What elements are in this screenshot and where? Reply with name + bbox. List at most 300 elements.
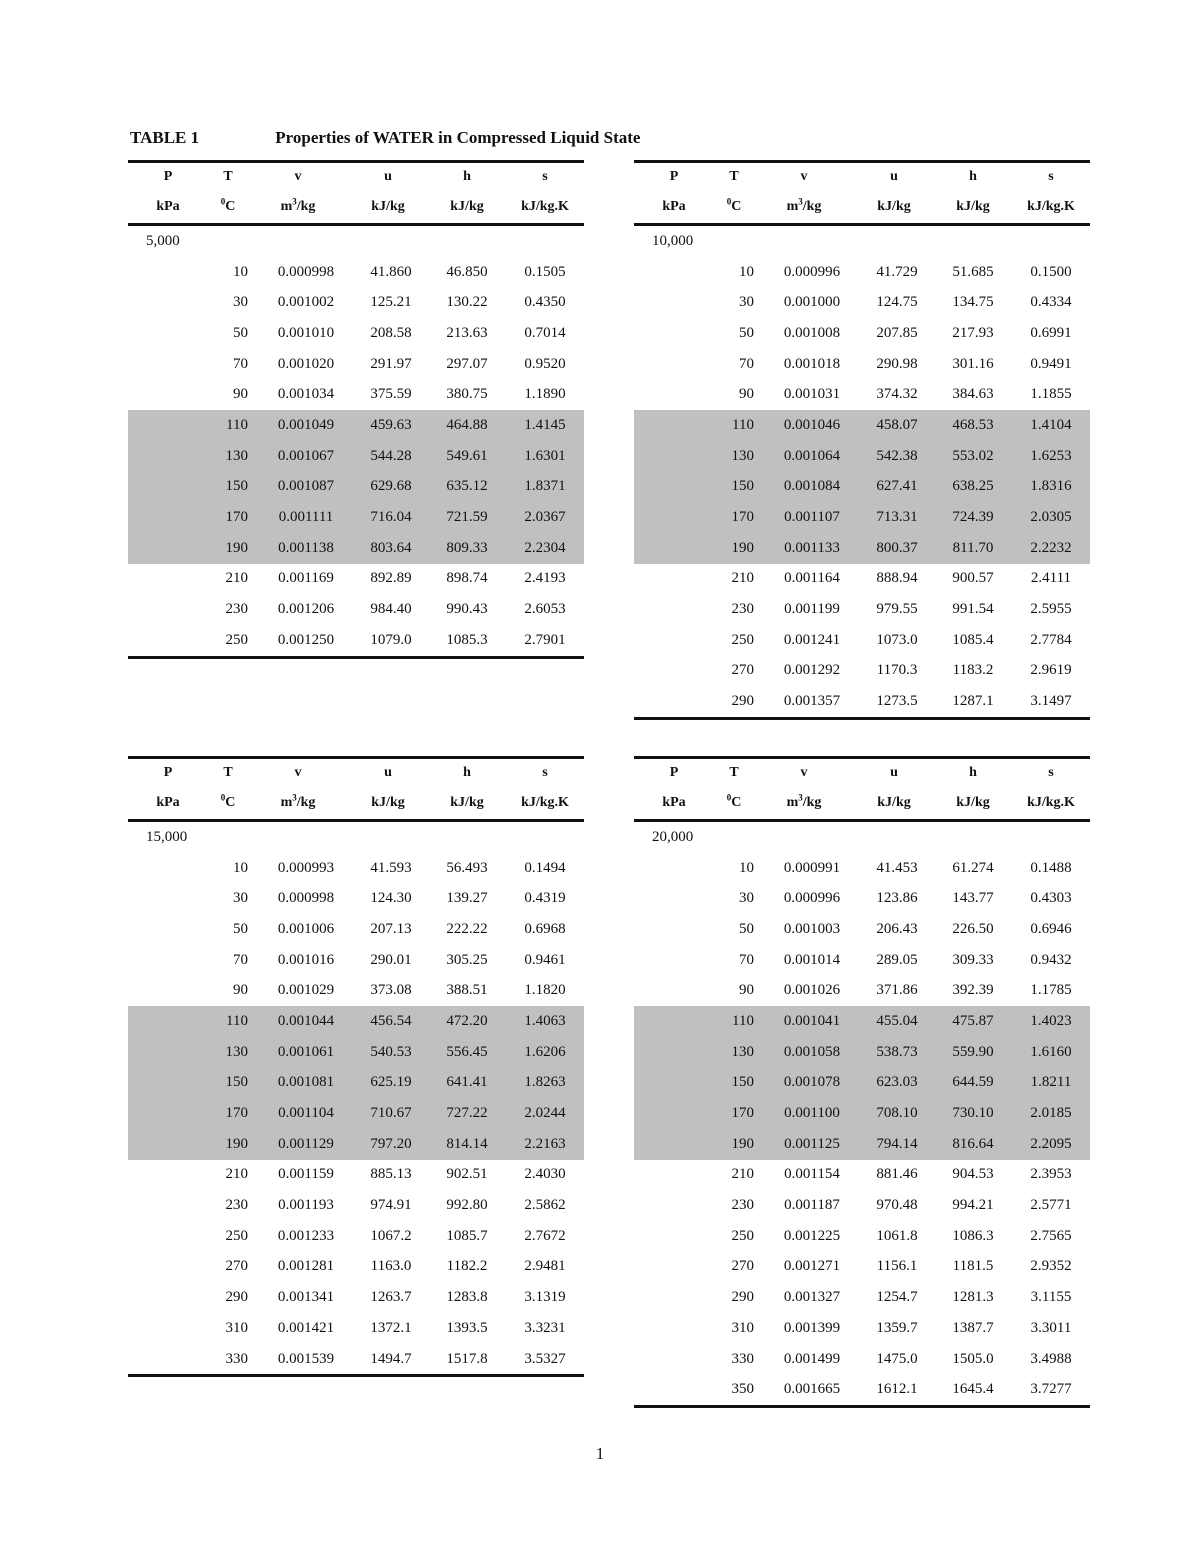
empty-cell: [128, 594, 208, 625]
internal-energy-cell: 123.86: [876, 890, 918, 907]
table-row: [634, 349, 1090, 380]
header-s-symbol: s: [506, 758, 584, 788]
entropy-cell: 2.9481: [524, 1258, 566, 1275]
specific-volume-cell: 0.001100: [754, 1098, 854, 1129]
temperature-cell: 110: [714, 410, 754, 441]
specific-volume-cell: 0.001049: [248, 410, 348, 441]
temperature-cell: 150: [714, 472, 754, 503]
enthalpy-cell: 1393.5: [446, 1319, 488, 1336]
temperature-cell: 210: [731, 570, 754, 587]
internal-energy-cell: 290.01: [370, 951, 412, 968]
enthalpy-cell: 724.39: [934, 502, 1012, 533]
table-row: [128, 318, 584, 349]
table-row: [128, 564, 584, 595]
entropy-cell: 2.2163: [506, 1129, 584, 1160]
internal-energy-cell: 41.860: [370, 263, 412, 280]
entropy-cell: 1.4104: [1012, 410, 1090, 441]
temperature-cell: 250: [225, 1227, 248, 1244]
entropy-cell: 0.9432: [1030, 951, 1072, 968]
empty-cell: [634, 502, 714, 533]
header-h-unit: kJ/kg: [934, 787, 1012, 821]
entropy-cell: 2.0305: [1012, 502, 1090, 533]
entropy-cell: 0.6946: [1030, 920, 1072, 937]
table-row: [634, 287, 1090, 318]
specific-volume-cell: 0.001046: [754, 410, 854, 441]
temperature-cell: 90: [233, 386, 248, 403]
specific-volume-cell: 0.001421: [277, 1319, 335, 1336]
temperature-cell: 250: [731, 1227, 754, 1244]
specific-volume-cell: 0.001107: [754, 502, 854, 533]
specific-volume-cell: 0.001133: [754, 533, 854, 564]
internal-energy-cell: 1170.3: [876, 662, 918, 679]
header-p-symbol: P: [128, 758, 208, 788]
header-h-symbol: h: [934, 758, 1012, 788]
empty-cell: [128, 1037, 208, 1068]
entropy-cell: 2.2304: [506, 533, 584, 564]
table-row: [128, 349, 584, 380]
enthalpy-cell: 217.93: [952, 324, 994, 341]
temperature-cell: 330: [208, 1344, 248, 1376]
specific-volume-cell: 0.001067: [248, 441, 348, 472]
header-v-symbol: v: [754, 162, 854, 192]
header-p-unit: kPa: [634, 191, 714, 225]
specific-volume-cell: 0.001078: [754, 1068, 854, 1099]
empty-cell: [128, 410, 208, 441]
empty-cell: [128, 625, 208, 657]
table-row: [634, 1344, 1090, 1375]
header-u-unit: kJ/kg: [348, 191, 428, 225]
header-v-symbol: v: [248, 162, 348, 192]
table-row: [634, 472, 1090, 503]
internal-energy-cell: 970.48: [876, 1197, 918, 1214]
temperature-cell: 230: [731, 601, 754, 618]
header-u-unit: kJ/kg: [348, 787, 428, 821]
entropy-cell: 1.1890: [524, 386, 566, 403]
enthalpy-cell: 61.274: [952, 859, 994, 876]
header-s-unit: kJ/kg.K: [506, 191, 584, 225]
entropy-cell: 2.0185: [1012, 1098, 1090, 1129]
specific-volume-cell: 0.001084: [754, 472, 854, 503]
enthalpy-cell: 226.50: [952, 920, 994, 937]
enthalpy-cell: 1287.1: [934, 686, 1012, 718]
entropy-cell: 1.1820: [524, 982, 566, 999]
empty-cell: [634, 472, 714, 503]
enthalpy-cell: 472.20: [428, 1006, 506, 1037]
temperature-cell: 50: [739, 920, 754, 937]
table-row: [634, 1037, 1090, 1068]
header-p-symbol: P: [634, 162, 714, 192]
enthalpy-cell: 384.63: [952, 386, 994, 403]
empty-cell: [128, 1129, 208, 1160]
internal-energy-cell: 371.86: [876, 982, 918, 999]
empty-cell: [128, 1282, 208, 1313]
temperature-cell: 270: [225, 1258, 248, 1275]
internal-energy-cell: 974.91: [370, 1197, 412, 1214]
enthalpy-cell: 51.685: [952, 263, 994, 280]
internal-energy-cell: 984.40: [370, 601, 412, 618]
header-symbols-row: [128, 162, 584, 192]
specific-volume-cell: 0.001199: [784, 601, 840, 618]
specific-volume-cell: 0.000993: [277, 859, 335, 876]
empty-cell: [634, 945, 714, 976]
temperature-cell: 50: [233, 324, 248, 341]
empty-cell: [634, 257, 714, 288]
specific-volume-cell: 0.001193: [278, 1197, 334, 1214]
enthalpy-cell: 994.21: [952, 1197, 994, 1214]
temperature-cell: 170: [208, 502, 248, 533]
enthalpy-cell: 904.53: [952, 1166, 994, 1183]
entropy-cell: 2.5771: [1030, 1197, 1072, 1214]
enthalpy-cell: 297.07: [446, 355, 488, 372]
header-u-symbol: u: [854, 162, 934, 192]
header-h-symbol: h: [428, 758, 506, 788]
table-row: [128, 533, 584, 564]
temperature-cell: 50: [233, 920, 248, 937]
enthalpy-cell: 46.850: [446, 263, 488, 280]
entropy-cell: 2.0367: [506, 502, 584, 533]
internal-energy-cell: 1494.7: [348, 1344, 428, 1376]
table-row: [128, 502, 584, 533]
enthalpy-cell: 727.22: [428, 1098, 506, 1129]
pressure-value: 15,000: [146, 828, 188, 845]
specific-volume-cell: 0.000998: [277, 263, 335, 280]
empty-cell: [634, 349, 714, 380]
entropy-cell: 3.1319: [524, 1289, 566, 1306]
entropy-cell: 2.4193: [524, 570, 566, 587]
specific-volume-cell: 0.001233: [277, 1227, 335, 1244]
internal-energy-cell: 627.41: [854, 472, 934, 503]
entropy-cell: 1.6301: [506, 441, 584, 472]
enthalpy-cell: 900.57: [952, 570, 994, 587]
internal-energy-cell: 892.89: [370, 570, 412, 587]
header-t-unit: $^0$C: [208, 787, 248, 821]
entropy-cell: 1.8263: [506, 1068, 584, 1099]
empty-cell: [634, 1160, 714, 1191]
enthalpy-cell: 1085.7: [446, 1227, 488, 1244]
enthalpy-cell: 1085.4: [952, 631, 994, 648]
enthalpy-cell: 56.493: [446, 859, 488, 876]
header-u-symbol: u: [348, 162, 428, 192]
enthalpy-cell: 721.59: [428, 502, 506, 533]
enthalpy-cell: 475.87: [934, 1006, 1012, 1037]
specific-volume-cell: 0.001087: [248, 472, 348, 503]
header-s-symbol: s: [506, 162, 584, 192]
specific-volume-cell: 0.001241: [783, 631, 841, 648]
entropy-cell: 0.4319: [524, 890, 566, 907]
table-row: [634, 686, 1090, 718]
internal-energy-cell: 629.68: [348, 472, 428, 503]
table-row: [128, 1068, 584, 1099]
table-row: [634, 625, 1090, 656]
header-p-symbol: P: [634, 758, 714, 788]
specific-volume-cell: 0.001281: [277, 1258, 335, 1275]
specific-volume-cell: 0.001018: [783, 355, 841, 372]
header-s-symbol: s: [1012, 758, 1090, 788]
empty-cell: [128, 472, 208, 503]
internal-energy-cell: 373.08: [370, 982, 412, 999]
table-row: [634, 914, 1090, 945]
entropy-cell: 2.5862: [524, 1197, 566, 1214]
table-row: [128, 945, 584, 976]
header-u-unit: kJ/kg: [854, 787, 934, 821]
table-row: [634, 257, 1090, 288]
temperature-cell: 90: [233, 982, 248, 999]
temperature-cell: 270: [731, 1258, 754, 1275]
enthalpy-cell: 638.25: [934, 472, 1012, 503]
empty-cell: [634, 1068, 714, 1099]
header-t-symbol: T: [208, 162, 248, 192]
header-v-unit: $m^3/kg$: [248, 191, 348, 225]
enthalpy-cell: 468.53: [934, 410, 1012, 441]
header-v-symbol: v: [248, 758, 348, 788]
table-row: [634, 502, 1090, 533]
table-row: [634, 1313, 1090, 1344]
table-row: [634, 945, 1090, 976]
header-symbols-row: [634, 162, 1090, 192]
temperature-cell: 90: [739, 386, 754, 403]
internal-energy-cell: 888.94: [876, 570, 918, 587]
enthalpy-cell: 811.70: [934, 533, 1012, 564]
header-t-symbol: T: [714, 758, 754, 788]
temperature-cell: 150: [714, 1068, 754, 1099]
pressure-row: [634, 821, 1090, 853]
internal-energy-cell: 1156.1: [876, 1258, 918, 1275]
entropy-cell: 1.1855: [1030, 386, 1072, 403]
table-row: [128, 1313, 584, 1344]
entropy-cell: 3.3231: [524, 1319, 566, 1336]
enthalpy-cell: 990.43: [446, 601, 488, 618]
entropy-cell: 2.7672: [524, 1227, 566, 1244]
entropy-cell: 3.1497: [1012, 686, 1090, 718]
specific-volume-cell: 0.001041: [754, 1006, 854, 1037]
enthalpy-cell: 392.39: [952, 982, 994, 999]
temperature-cell: 190: [208, 533, 248, 564]
specific-volume-cell: 0.001327: [783, 1289, 841, 1306]
temperature-cell: 10: [739, 263, 754, 280]
table-row: [128, 1252, 584, 1283]
enthalpy-cell: 1517.8: [428, 1344, 506, 1376]
temperature-cell: 170: [714, 1098, 754, 1129]
empty-cell: [634, 1098, 714, 1129]
internal-energy-cell: 708.10: [854, 1098, 934, 1129]
temperature-cell: 10: [739, 859, 754, 876]
entropy-cell: 0.4334: [1030, 294, 1072, 311]
internal-energy-cell: 207.13: [370, 920, 412, 937]
header-units-row: [128, 787, 584, 821]
enthalpy-cell: 902.51: [446, 1166, 488, 1183]
temperature-cell: 130: [208, 1037, 248, 1068]
enthalpy-cell: 222.22: [446, 920, 488, 937]
entropy-cell: 1.4023: [1012, 1006, 1090, 1037]
empty-cell: [634, 318, 714, 349]
table-p-15000: [128, 756, 584, 1377]
internal-energy-cell: 1163.0: [370, 1258, 412, 1275]
enthalpy-cell: 898.74: [446, 570, 488, 587]
specific-volume-cell: 0.000991: [783, 859, 841, 876]
entropy-cell: 0.9491: [1030, 355, 1072, 372]
header-p-unit: kPa: [634, 787, 714, 821]
header-p-symbol: P: [128, 162, 208, 192]
temperature-cell: 150: [208, 1068, 248, 1099]
empty-cell: [634, 379, 714, 410]
table-row: [634, 975, 1090, 1006]
entropy-cell: 2.5955: [1030, 601, 1072, 618]
table-row: [634, 1374, 1090, 1406]
empty-cell: [634, 441, 714, 472]
enthalpy-cell: 1505.0: [952, 1350, 994, 1367]
table-row: [634, 379, 1090, 410]
empty-cell: [634, 564, 714, 595]
table-row: [128, 853, 584, 884]
table-row: [128, 883, 584, 914]
internal-energy-cell: 206.43: [876, 920, 918, 937]
empty-cell: [128, 1221, 208, 1252]
table-row: [128, 914, 584, 945]
header-units-row: [634, 787, 1090, 821]
internal-energy-cell: 41.593: [370, 859, 412, 876]
specific-volume-cell: 0.001499: [783, 1350, 841, 1367]
temperature-cell: 30: [233, 294, 248, 311]
specific-volume-cell: 0.001665: [754, 1374, 854, 1406]
temperature-cell: 250: [731, 631, 754, 648]
table-row: [634, 1190, 1090, 1221]
temperature-cell: 170: [714, 502, 754, 533]
empty-cell: [128, 853, 208, 884]
internal-energy-cell: 542.38: [854, 441, 934, 472]
empty-cell: [634, 883, 714, 914]
table-title: [130, 128, 640, 148]
empty-cell: [128, 883, 208, 914]
table-row: [634, 410, 1090, 441]
temperature-cell: 290: [731, 1289, 754, 1306]
table-row: [634, 318, 1090, 349]
entropy-cell: 0.4303: [1030, 890, 1072, 907]
pressure-row: [128, 821, 584, 853]
entropy-cell: 0.9520: [524, 355, 566, 372]
specific-volume-cell: 0.001539: [248, 1344, 348, 1376]
entropy-cell: 0.7014: [524, 324, 566, 341]
internal-energy-cell: 625.19: [348, 1068, 428, 1099]
header-h-symbol: h: [934, 162, 1012, 192]
table-label: TABLE 1: [130, 128, 200, 147]
entropy-cell: 0.6991: [1030, 324, 1072, 341]
specific-volume-cell: 0.001008: [783, 324, 841, 341]
internal-energy-cell: 1061.8: [876, 1227, 918, 1244]
internal-energy-cell: 459.63: [348, 410, 428, 441]
entropy-cell: 3.7277: [1012, 1374, 1090, 1406]
specific-volume-cell: 0.001010: [277, 324, 335, 341]
table-row: [128, 441, 584, 472]
enthalpy-cell: 301.16: [952, 355, 994, 372]
temperature-cell: 210: [731, 1166, 754, 1183]
temperature-cell: 70: [233, 951, 248, 968]
empty-cell: [634, 975, 714, 1006]
internal-energy-cell: 800.37: [854, 533, 934, 564]
empty-cell: [128, 945, 208, 976]
internal-energy-cell: 207.85: [876, 324, 918, 341]
enthalpy-cell: 809.33: [428, 533, 506, 564]
empty-cell: [128, 441, 208, 472]
header-t-symbol: T: [208, 758, 248, 788]
temperature-cell: 130: [208, 441, 248, 472]
temperature-cell: 170: [208, 1098, 248, 1129]
enthalpy-cell: 1086.3: [952, 1227, 994, 1244]
table-row: [128, 1190, 584, 1221]
empty-cell: [128, 1160, 208, 1191]
entropy-cell: 3.3011: [1030, 1319, 1072, 1336]
specific-volume-cell: 0.001014: [783, 951, 841, 968]
pressure-value: 10,000: [652, 232, 694, 249]
enthalpy-cell: 380.75: [446, 386, 488, 403]
empty-cell: [128, 1006, 208, 1037]
table-row: [128, 1160, 584, 1191]
specific-volume-cell: 0.001026: [783, 982, 841, 999]
specific-volume-cell: 0.001081: [248, 1068, 348, 1099]
table-row: [634, 656, 1090, 687]
enthalpy-cell: 464.88: [428, 410, 506, 441]
temperature-cell: 110: [714, 1006, 754, 1037]
temperature-cell: 30: [233, 890, 248, 907]
temperature-cell: 350: [714, 1374, 754, 1406]
internal-energy-cell: 291.97: [370, 355, 412, 372]
table-row: [128, 1098, 584, 1129]
internal-energy-cell: 290.98: [876, 355, 918, 372]
entropy-cell: 0.9461: [524, 951, 566, 968]
table-row: [128, 287, 584, 318]
empty-cell: [634, 625, 714, 656]
enthalpy-cell: 635.12: [428, 472, 506, 503]
internal-energy-cell: 544.28: [348, 441, 428, 472]
entropy-cell: 2.9619: [1030, 662, 1072, 679]
internal-energy-cell: 1079.0: [348, 625, 428, 657]
header-symbols-row: [128, 758, 584, 788]
specific-volume-cell: 0.001064: [754, 441, 854, 472]
header-h-unit: kJ/kg: [428, 191, 506, 225]
table-row: [128, 472, 584, 503]
entropy-cell: 3.4988: [1030, 1350, 1072, 1367]
entropy-cell: 1.8371: [506, 472, 584, 503]
temperature-cell: 290: [225, 1289, 248, 1306]
temperature-cell: 330: [731, 1350, 754, 1367]
internal-energy-cell: 124.75: [876, 294, 918, 311]
header-t-unit: $^0$C: [208, 191, 248, 225]
entropy-cell: 2.4111: [1030, 570, 1072, 587]
specific-volume-cell: 0.001000: [783, 294, 841, 311]
header-h-symbol: h: [428, 162, 506, 192]
table-title-text: Properties of WATER in Compressed Liquid State: [275, 128, 641, 147]
empty-cell: [128, 1068, 208, 1099]
empty-cell: [634, 686, 714, 718]
entropy-cell: 3.5327: [506, 1344, 584, 1376]
empty-cell: [634, 1252, 714, 1283]
entropy-cell: 2.2232: [1012, 533, 1090, 564]
internal-energy-cell: 885.13: [370, 1166, 412, 1183]
entropy-cell: 2.7784: [1030, 631, 1072, 648]
empty-cell: [634, 287, 714, 318]
specific-volume-cell: 0.001138: [248, 533, 348, 564]
specific-volume-cell: 0.001164: [784, 570, 840, 587]
entropy-cell: 2.3953: [1030, 1166, 1072, 1183]
table-row: [634, 1160, 1090, 1191]
internal-energy-cell: 794.14: [854, 1129, 934, 1160]
table-row: [128, 1129, 584, 1160]
table-row: [128, 257, 584, 288]
empty-cell: [128, 379, 208, 410]
internal-energy-cell: 881.46: [876, 1166, 918, 1183]
enthalpy-cell: 1387.7: [952, 1319, 994, 1336]
temperature-cell: 190: [208, 1129, 248, 1160]
internal-energy-cell: 374.32: [876, 386, 918, 403]
